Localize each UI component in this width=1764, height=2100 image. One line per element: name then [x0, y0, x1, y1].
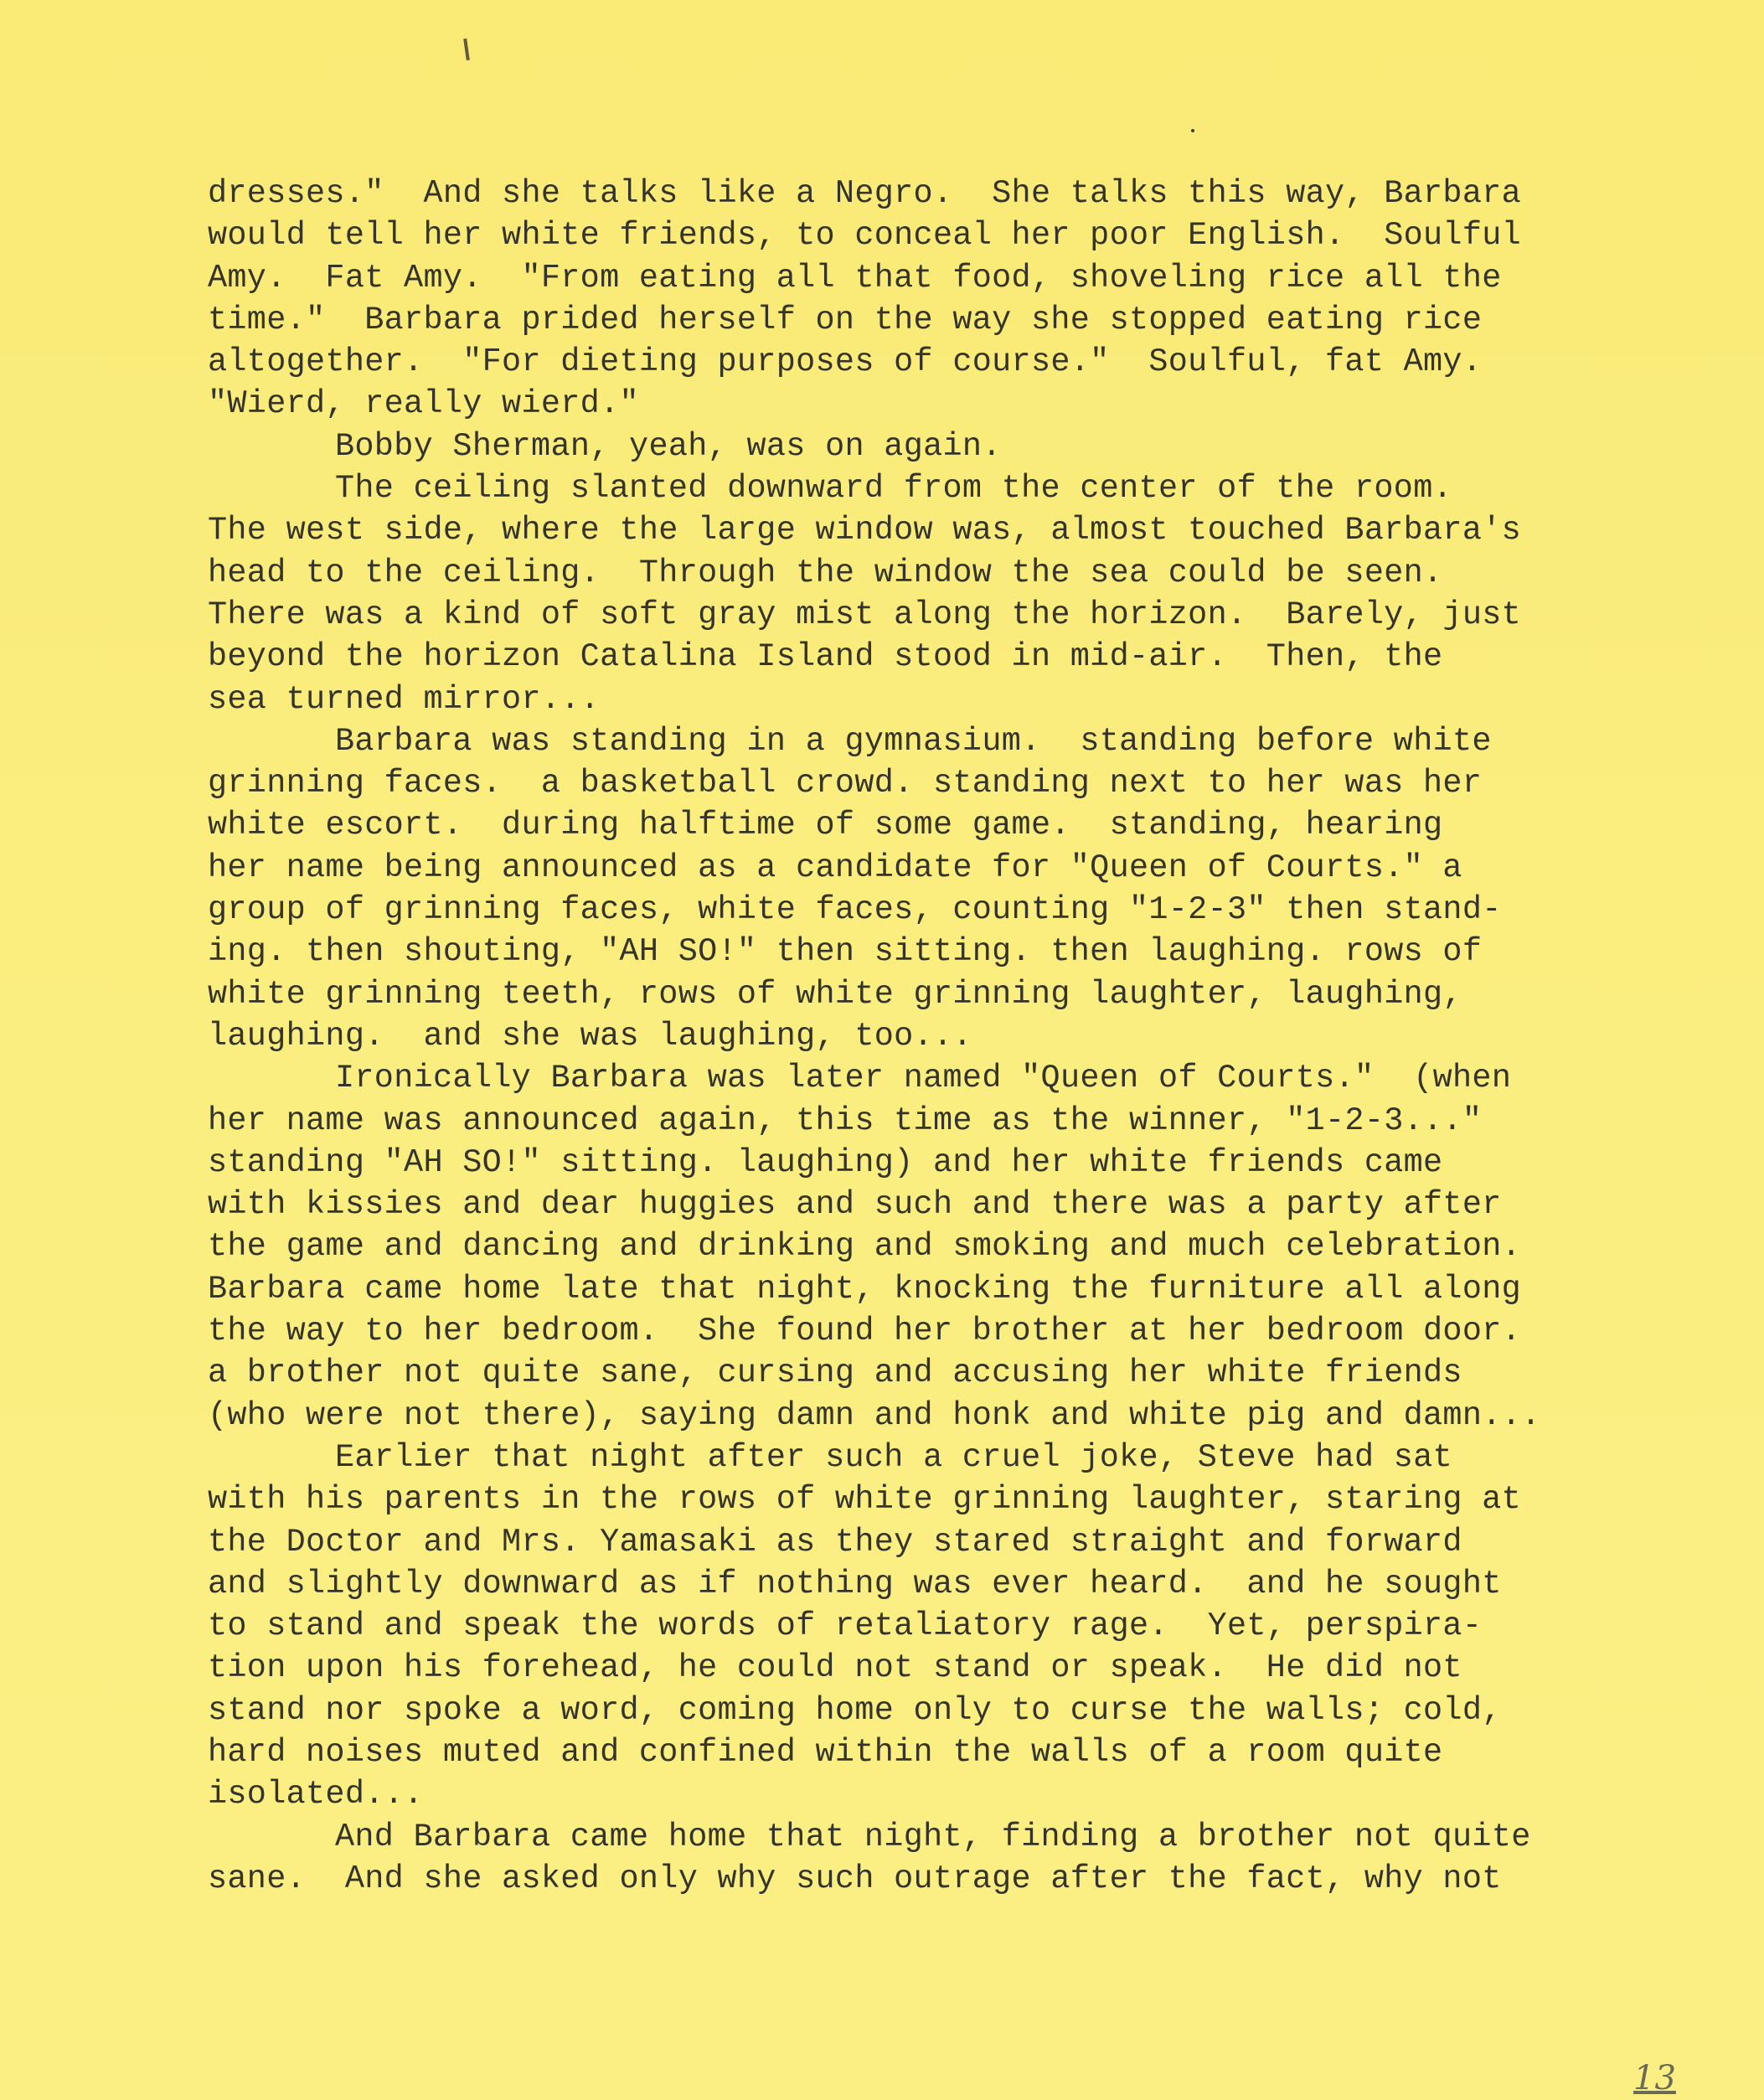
text-line: would tell her white friends, to conceal her poor English. Soulful	[208, 217, 1522, 255]
text-line: Earlier that night after such a cruel joke, Steve had sat	[335, 1438, 1453, 1476]
text-line: altogether. "For dieting purposes of course." Soulful, fat Amy.	[208, 343, 1483, 381]
text-line: isolated...	[208, 1776, 424, 1814]
text-line: Bobby Sherman, yeah, was on again.	[335, 427, 1002, 465]
text-line: head to the ceiling. Through the window the sea could be seen.	[208, 554, 1443, 591]
text-line: her name was announced again, this time as the winner, "1-2-3..."	[208, 1102, 1483, 1139]
text-line: Barbara was standing in a gymnasium. standing before white	[335, 722, 1492, 760]
text-line: dresses." And she talks like a Negro. She talks this way, Barbara	[208, 175, 1522, 212]
text-line: grinning faces. a basketball crowd. standing next to her was her	[208, 765, 1483, 802]
text-line: ing. then shouting, "AH SO!" then sitting. then laughing. rows of	[208, 933, 1483, 971]
text-line: the way to her bedroom. She found her brother at her bedroom door.	[208, 1313, 1522, 1350]
text-line: tion upon his forehead, he could not stand or speak. He did not	[208, 1649, 1462, 1687]
text-line: (who were not there), saying damn and honk and white pig and damn...	[208, 1396, 1541, 1434]
text-line: to stand and speak the words of retaliatory rage. Yet, perspira-	[208, 1607, 1483, 1645]
page-number: 13	[1633, 2059, 1676, 2097]
text-line: Ironically Barbara was later named "Queen of Courts." (when	[335, 1060, 1512, 1097]
text-line: sane. And she asked only why such outrage after the fact, why not	[208, 1860, 1502, 1897]
text-line: laughing. and she was laughing, too...	[208, 1017, 972, 1055]
text-line: And Barbara came home that night, finding a brother not quite	[335, 1818, 1531, 1855]
text-line: the game and dancing and drinking and smoking and much celebration.	[208, 1228, 1522, 1266]
text-line: and slightly downward as if nothing was ever heard. and he sought	[208, 1565, 1502, 1602]
text-line: sea turned mirror...	[208, 680, 601, 718]
text-line: stand nor spoke a word, coming home only to curse the walls; cold,	[208, 1691, 1502, 1729]
text-line: The west side, where the large window was, almost touched Barbara's	[208, 512, 1522, 550]
text-line: the Doctor and Mrs. Yamasaki as they stared straight and forward	[208, 1523, 1462, 1561]
text-line: time." Barbara prided herself on the way she stopped eating rice	[208, 301, 1483, 338]
text-line: The ceiling slanted downward from the center of the room.	[335, 470, 1453, 508]
text-line: white grinning teeth, rows of white grinning laughter, laughing,	[208, 975, 1462, 1013]
text-line: a brother not quite sane, cursing and accusing her white friends	[208, 1354, 1462, 1392]
text-line: white escort. during halftime of some game. standing, hearing	[208, 807, 1443, 844]
text-line: beyond the horizon Catalina Island stood in mid-air. Then, the	[208, 638, 1443, 676]
text-line: her name being announced as a candidate for "Queen of Courts." a	[208, 849, 1462, 886]
body-text	[208, 173, 1648, 1900]
text-line: "Wierd, really wierd."	[208, 385, 639, 423]
text-line: with his parents in the rows of white grinning laughter, staring at	[208, 1481, 1522, 1519]
text-line: Barbara came home late that night, knocking the furniture all along	[208, 1270, 1522, 1308]
text-line: group of grinning faces, white faces, counting "1-2-3" then stand-	[208, 891, 1502, 929]
text-line: Amy. Fat Amy. "From eating all that food, shoveling rice all the	[208, 259, 1502, 297]
text-line: hard noises muted and confined within the walls of a room quite	[208, 1733, 1443, 1771]
text-line: with kissies and dear huggies and such and there was a party after	[208, 1186, 1502, 1224]
text-line: standing "AH SO!" sitting. laughing) and her white friends came	[208, 1143, 1443, 1181]
pen-mark	[463, 39, 470, 60]
ink-dot	[1191, 129, 1194, 132]
text-line: There was a kind of soft gray mist along the horizon. Barely, just	[208, 596, 1522, 633]
